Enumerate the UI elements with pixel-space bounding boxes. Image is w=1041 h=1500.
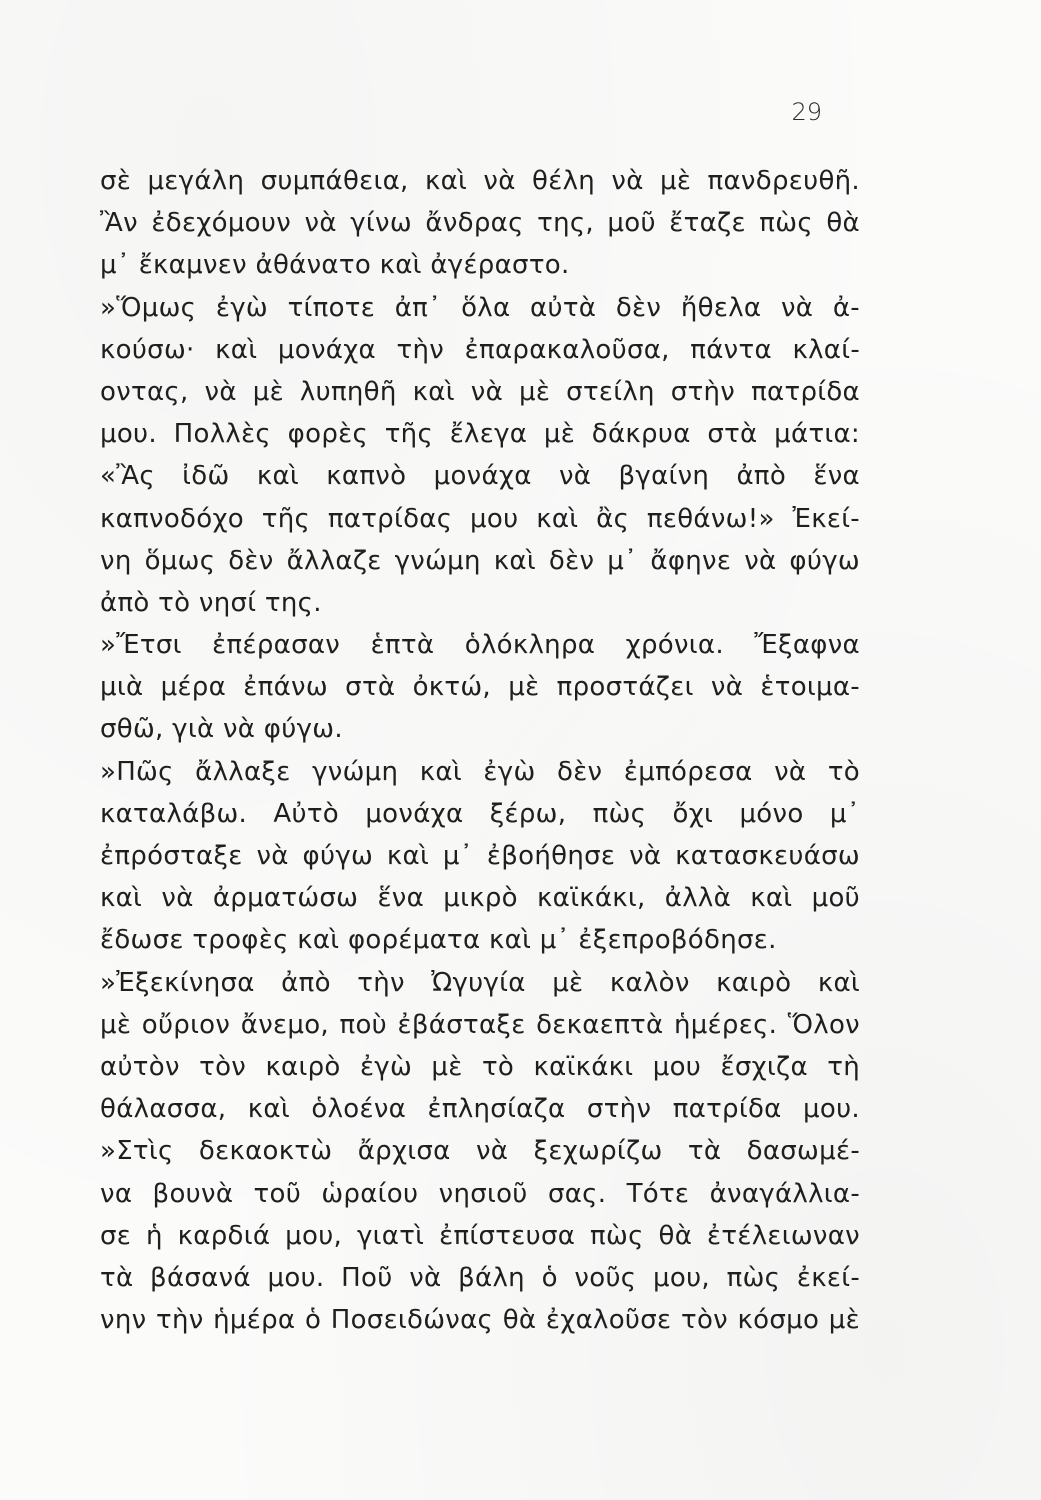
text-line: »Ἔτσι ἐπέρασαν ἑπτὰ ὁλόκληρα χρόνια. Ἔξαφνα xyxy=(100,630,860,661)
text-line: κούσω· καὶ μονάχα τὴν ἐπαρακαλοῦσα, πάντα κλαί- xyxy=(100,334,860,365)
text-line: οντας, νὰ μὲ λυπηθῆ καὶ νὰ μὲ στείλη στὴν πατρίδα xyxy=(100,376,860,407)
text-line: ἔδωσε τροφὲς καὶ φορέματα καὶ μ᾿ ἐξεπροβόδησε. xyxy=(100,925,777,956)
text-line: μὲ οὔριον ἄνεμο, ποὺ ἐβάσταξε δεκαεπτὰ ἡμέρες. Ὅλον xyxy=(100,1009,860,1040)
text-line: σε ἡ καρδιά μου, γιατὶ ἐπίστευσα πὼς θὰ ἐτέλειωναν xyxy=(100,1220,860,1251)
text-line: »Στὶς δεκαοκτὼ ἄρχισα νὰ ξεχωρίζω τὰ δασωμέ- xyxy=(100,1136,860,1167)
text-line: αὐτὸν τὸν καιρὸ ἐγὼ μὲ τὸ καϊκάκι μου ἔσχιζα τὴ xyxy=(100,1051,860,1082)
text-line: Ἂν ἐδεχόμουν νὰ γίνω ἄνδρας της, μοῦ ἔταζε πὼς θὰ xyxy=(100,208,860,239)
text-line: σθῶ, γιὰ νὰ φύγω. xyxy=(100,714,343,745)
text-line: μου. Πολλὲς φορὲς τῆς ἔλεγα μὲ δάκρυα στὰ μάτια: xyxy=(100,419,860,450)
text-line: νη ὅμως δὲν ἄλλαζε γνώμη καὶ δὲν μ᾿ ἄφηνε νὰ φύγω xyxy=(100,545,860,576)
text-line: σὲ μεγάλη συμπάθεια, καὶ νὰ θέλη νὰ μὲ πανδρευθῆ. xyxy=(100,166,860,196)
text-line: »Πῶς ἄλλαξε γνώμη καὶ ἐγὼ δὲν ἐμπόρεσα νὰ τὸ xyxy=(100,756,860,787)
text-line: να βουνὰ τοῦ ὡραίου νησιοῦ σας. Τότε ἀναγάλλια- xyxy=(100,1178,860,1209)
text-line: θάλασσα, καὶ ὁλοένα ἐπλησίαζα στὴν πατρίδα μου. xyxy=(100,1094,860,1125)
text-line: »Ὅμως ἐγὼ τίποτε ἀπ᾿ ὅλα αὐτὰ δὲν ἤθελα νὰ ἀ- xyxy=(100,292,860,323)
text-line: νην τὴν ἡμέρα ὁ Ποσειδώνας θὰ ἐχαλοῦσε τὸν κόσμο μὲ xyxy=(100,1305,860,1336)
text-line: ἀπὸ τὸ νησί της. xyxy=(100,587,322,618)
text-line: »Ἐξεκίνησα ἀπὸ τὴν Ὠγυγία μὲ καλὸν καιρὸ καὶ xyxy=(100,967,860,998)
page-number: 29 xyxy=(791,98,822,126)
body-text xyxy=(100,160,860,1341)
text-line: ἐπρόσταξε νὰ φύγω καὶ μ᾿ ἐβοήθησε νὰ κατασκευάσω xyxy=(100,841,860,871)
text-line: μιὰ μέρα ἐπάνω στὰ ὀκτώ, μὲ προστάζει νὰ ἑτοιμα- xyxy=(100,672,860,703)
text-line: «Ἂς ἰδῶ καὶ καπνὸ μονάχα νὰ βγαίνη ἀπὸ ἕνα xyxy=(100,461,860,492)
text-line: καταλάβω. Αὐτὸ μονάχα ξέρω, πὼς ὄχι μόνο μ᾿ xyxy=(100,798,860,829)
text-line: καὶ νὰ ἀρματώσω ἕνα μικρὸ καϊκάκι, ἀλλὰ καὶ μοῦ xyxy=(100,883,860,914)
text-line: τὰ βάσανά μου. Ποῦ νὰ βάλη ὁ νοῦς μου, πὼς ἐκεί- xyxy=(100,1262,860,1293)
text-line: καπνοδόχο τῆς πατρίδας μου καὶ ἂς πεθάνω!» Ἐκεί- xyxy=(100,503,860,534)
text-line: μ᾿ ἔκαμνεν ἀθάνατο καὶ ἀγέραστο. xyxy=(100,250,570,281)
